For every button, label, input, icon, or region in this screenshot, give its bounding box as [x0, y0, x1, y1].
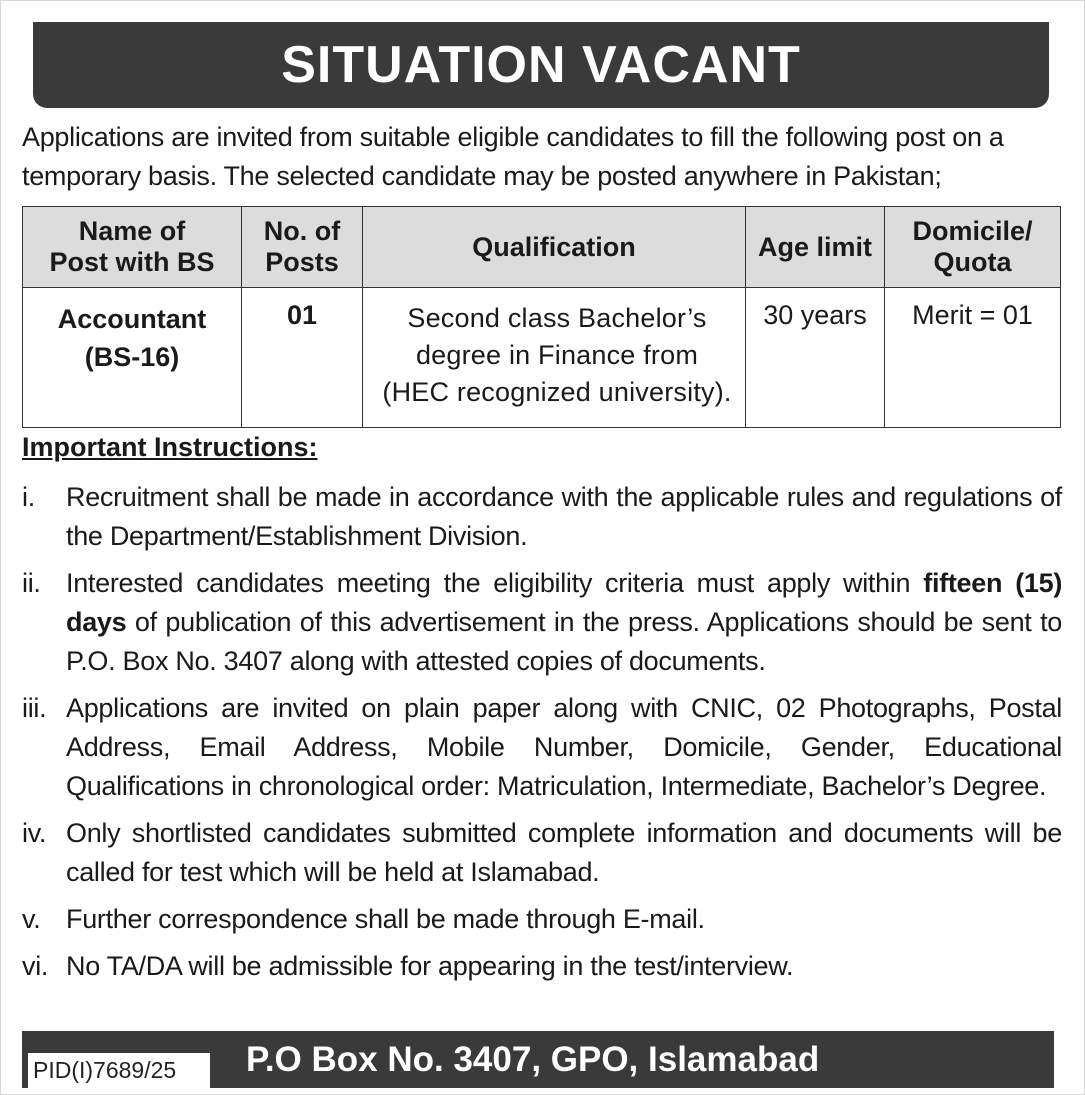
list-item: [22, 564, 1062, 681]
pid-label: PID(I)7689/25: [28, 1053, 210, 1088]
list-item-number: vi.: [22, 951, 49, 981]
header-post-name: Name of Post with BS: [23, 207, 242, 288]
list-item-text: Further correspondence shall be made through E-mail.: [66, 904, 705, 934]
list-item: [22, 900, 1062, 939]
footer-banner: [22, 1031, 1054, 1088]
list-item: [22, 478, 1062, 556]
header-no-of-posts: No. of Posts: [242, 207, 363, 288]
list-item-text: Applications are invited on plain paper along with CNIC, 02 Photographs, Postal Address, Email Address, Mobile Number, Domicile, Gender, Educational Qualifications in chronological order: Matriculation, Intermediate, Bachelor’s Degree.: [66, 693, 1062, 801]
table-row: [23, 288, 1061, 428]
list-item-number: i.: [22, 482, 35, 512]
cell-domicile-quota: Merit = 01: [885, 288, 1061, 428]
list-item-text: Interested candidates meeting the eligibility criteria must apply within fifteen (15) days of publication of this advertisement in the press. Applications should be sent to P.O. Box No. 3407 along with attested copies of documents.: [66, 568, 1063, 676]
cell-no-of-posts: 01: [242, 288, 363, 428]
header-banner: [33, 22, 1049, 108]
list-item-number: iii.: [22, 693, 47, 723]
list-item: [22, 814, 1062, 892]
page-title: SITUATION VACANT: [281, 36, 801, 94]
intro-paragraph: Applications are invited from suitable eligible candidates to fill the following post on a temporary basis. The selected candidate may be posted anywhere in Pakistan;: [22, 122, 1004, 191]
cell-age-limit: 30 years: [746, 288, 885, 428]
list-item-text: No TA/DA will be admissible for appearing in the test/interview.: [66, 951, 794, 981]
cell-post-name: Accountant (BS-16): [23, 288, 242, 428]
post-table: [22, 206, 1061, 428]
list-item-text: Only shortlisted candidates submitted complete information and documents will be called for test which will be held at Islamabad.: [66, 818, 1062, 887]
table-header-row: [23, 207, 1061, 288]
footer-address: P.O Box No. 3407, GPO, Islamabad: [246, 1040, 820, 1079]
cell-qualification: Second class Bachelor’s degree in Finance from (HEC recognized university).: [363, 288, 746, 428]
list-item-number: iv.: [22, 818, 47, 848]
list-item-text: Recruitment shall be made in accordance with the applicable rules and regulations of the Department/Establishment Division.: [66, 482, 1062, 551]
list-item: [22, 947, 1062, 986]
header-age-limit: Age limit: [746, 207, 885, 288]
deadline-emphasis: fifteen (15) days: [66, 568, 1063, 637]
list-item-number: ii.: [22, 568, 41, 598]
header-qualification: Qualification: [363, 207, 746, 288]
instructions-list: [22, 478, 1062, 994]
instructions-heading: Important Instructions:: [22, 432, 318, 462]
list-item: [22, 689, 1062, 806]
header-domicile-quota: Domicile/ Quota: [885, 207, 1061, 288]
list-item-number: v.: [22, 904, 41, 934]
